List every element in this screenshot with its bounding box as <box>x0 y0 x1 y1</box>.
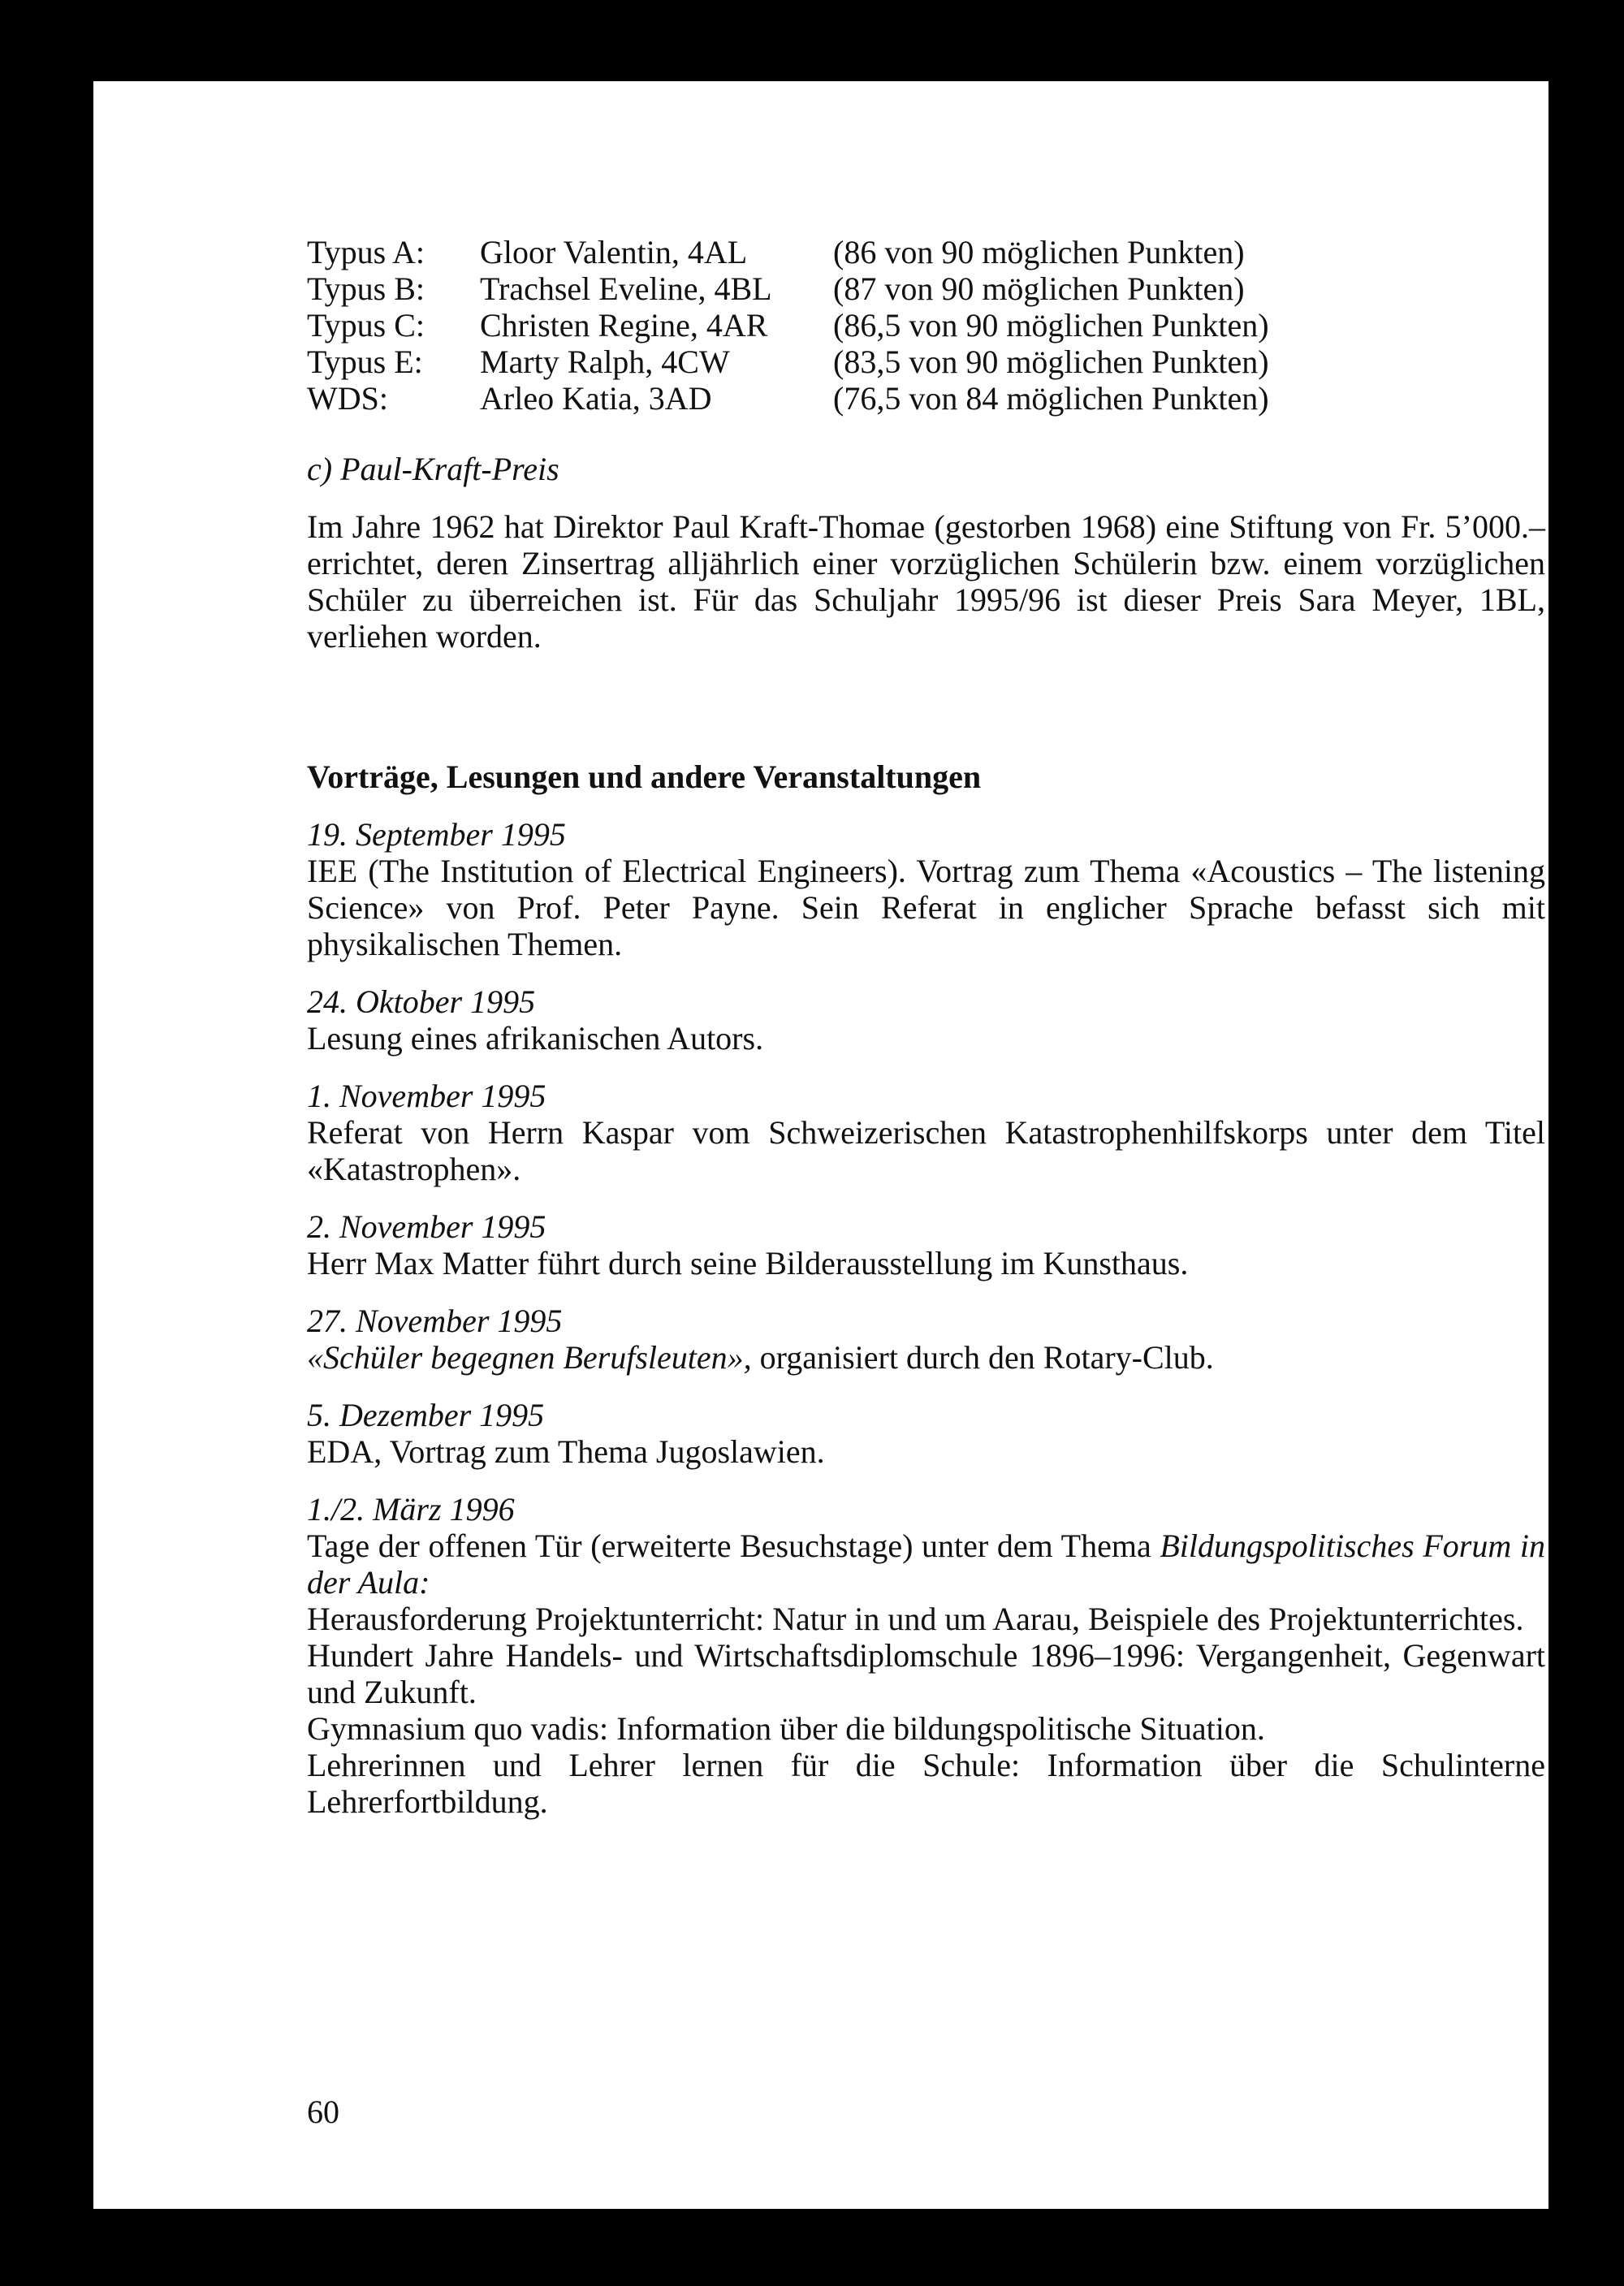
prize-points: (87 von 90 möglichen Punkten) <box>833 270 1245 307</box>
prize-winner: Gloor Valentin, 4AL <box>480 234 748 270</box>
event-entry <box>307 983 1545 1057</box>
prize-points: (86,5 von 90 möglichen Punkten) <box>833 307 1269 344</box>
page-number: 60 <box>307 2094 339 2130</box>
event-intro <box>307 1528 1545 1601</box>
prize-points: (76,5 von 84 möglichen Punkten) <box>833 380 1269 417</box>
event-date: 1./2. März 1996 <box>307 1491 515 1528</box>
event-date: 1. November 1995 <box>307 1078 546 1114</box>
event-item: Lehrerinnen und Lehrer lernen für die Schule: Information über die Schulinterne Lehrerfortbildung. <box>307 1747 1545 1820</box>
event-entry <box>307 816 1545 962</box>
event-date: 27. November 1995 <box>307 1303 563 1339</box>
prize-list <box>307 234 1545 417</box>
page-content <box>307 234 1545 1820</box>
prize-type: Typus E: <box>307 344 423 380</box>
prize-type: Typus B: <box>307 270 425 307</box>
prize-winner: Marty Ralph, 4CW <box>480 344 730 380</box>
prize-type: Typus C: <box>307 307 425 344</box>
prize-type: WDS: <box>307 380 388 417</box>
event-description: Lesung eines afrikanischen Autors. <box>307 1020 764 1057</box>
events-section-heading: Vorträge, Lesungen und andere Veranstaltungen <box>307 758 982 795</box>
event-description: Referat von Herrn Kaspar vom Schweizerischen Katastrophenhilfskorps unter dem Titel «Katastrophen». <box>307 1114 1545 1187</box>
event-item: Gymnasium quo vadis: Information über die bildungspolitische Situation. <box>307 1710 1265 1747</box>
event-entry <box>307 1078 1545 1187</box>
event-title-italic: «Schüler begegnen Berufsleuten», <box>307 1339 752 1376</box>
prize-winner: Christen Regine, 4AR <box>480 307 768 344</box>
prize-winner: Trachsel Eveline, 4BL <box>480 270 772 307</box>
event-entry-march <box>307 1491 1545 1820</box>
event-date: 2. November 1995 <box>307 1208 546 1245</box>
event-entry <box>307 1303 1545 1376</box>
event-description: EDA, Vortrag zum Thema Jugoslawien. <box>307 1433 825 1470</box>
prize-winner: Arleo Katia, 3AD <box>480 380 712 417</box>
prize-type: Typus A: <box>307 234 425 270</box>
event-item: Hundert Jahre Handels- und Wirtschaftsdiplomschule 1896–1996: Vergangenheit, Gegenwart und Zukunft. <box>307 1637 1545 1710</box>
paul-kraft-heading: c) Paul-Kraft-Preis <box>307 451 559 487</box>
prize-points: (86 von 90 möglichen Punkten) <box>833 234 1245 270</box>
event-intro-italic: Bildungspolitisches Forum in der Aula: <box>307 1528 1545 1601</box>
document-page <box>93 81 1548 2209</box>
event-description: IEE (The Institution of Electrical Engineers). Vortrag zum Thema «Acoustics – The listening Science» von Prof. Peter Payne. Sein Referat in englicher Sprache befasst sich mit physikalischen Themen. <box>307 853 1545 962</box>
paul-kraft-paragraph: Im Jahre 1962 hat Direktor Paul Kraft-Thomae (gestorben 1968) eine Stiftung von Fr. 5’000.– errichtet, deren Zinsertrag alljährlich einer vorzüglichen Schülerin bzw. einem vorzüglichen Schüler zu überreichen ist. Für das Schuljahr 1995/96 ist dieser Preis Sara Meyer, 1BL, verliehen worden. <box>307 508 1545 655</box>
event-description <box>307 1339 1545 1376</box>
event-date: 5. Dezember 1995 <box>307 1397 545 1433</box>
event-intro-text: Tage der offenen Tür (erweiterte Besuchstage) unter dem Thema <box>307 1528 1160 1564</box>
event-date: 19. September 1995 <box>307 816 566 853</box>
event-item: Herausforderung Projektunterricht: Natur in und um Aarau, Beispiele des Projektunterrichtes. <box>307 1601 1524 1637</box>
event-entry <box>307 1208 1545 1281</box>
event-description-rest: organisiert durch den Rotary-Club. <box>751 1339 1214 1376</box>
event-entry <box>307 1397 1545 1470</box>
event-date: 24. Oktober 1995 <box>307 983 536 1020</box>
prize-points: (83,5 von 90 möglichen Punkten) <box>833 344 1269 380</box>
event-description: Herr Max Matter führt durch seine Bilderausstellung im Kunsthaus. <box>307 1245 1189 1281</box>
